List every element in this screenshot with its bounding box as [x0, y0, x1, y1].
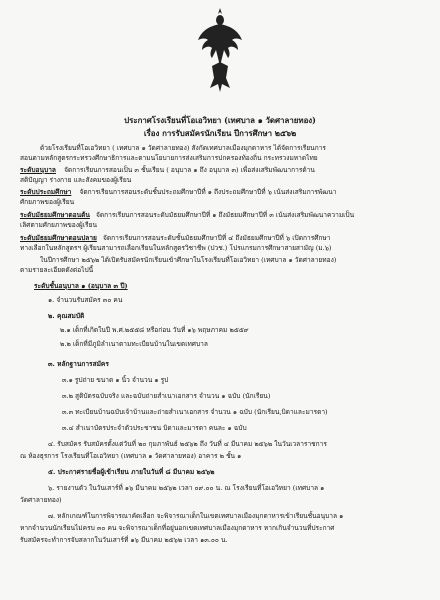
item-7-line-3: รับสมัครจะทำการจับสลากในวันเสาร์ที่ ๑๖ มีนาคม ๒๕๖๒ เวลา ๑๓.๐๐ น.: [20, 536, 228, 544]
item-3: ๓. หลักฐานการสมัคร: [48, 360, 109, 368]
kinder-text: จัดการเรียนการสอนเป็น ๓ ชั้นเรียน ( อนุบาล ๑ ถึง อนุบาล ๓) เพื่อส่งเสริมพัฒนาการด้าน: [64, 166, 315, 174]
announcement-subject: เรื่อง การรับสมัครนักเรียน ปีการศึกษา ๒๕๖๒: [143, 128, 297, 138]
item-2-1: ๒.๑ เด็กที่เกิดในปี พ.ศ.๒๕๕๘ หรือก่อน วันที่ ๑๖ พฤษภาคม ๒๕๕๙: [60, 326, 249, 334]
item-1: ๑. จำนวนรับสมัคร ๓๐ คน: [48, 296, 123, 304]
kinder-row: [20, 166, 315, 174]
kinder-text-2: สติปัญญา ร่างกาย และสังคมของผู้เรียน: [20, 176, 132, 184]
intro-line-1: ด้วยโรงเรียนที่โอเอวิทยา ( เทศบาล ๑ วัดศาลายทอง) สังกัดเทศบาลเมืองมุกดาหาร ได้จัดการเรียนการ: [40, 144, 326, 152]
section-heading: ระดับชั้นอนุบาล ๑ (อนุบาล ๓ ปี): [34, 282, 128, 290]
intro-line-2: สอนตามหลักสูตรกระทรวงศึกษาธิการและตามนโยบายการส่งเสริมการปกครองท้องถิ่น กระทรวงมหาดไทย: [20, 154, 318, 162]
upper-secondary-text: จัดการเรียนการสอนระดับชั้นมัธยมศึกษาปีที่ ๔ ถึงมัธยมศึกษาปีที่ ๖ เปิดการศึกษา: [103, 234, 331, 242]
item-3-4: ๓.๔ สำเนาบัตรประจำตัวประชาชน บิดาและมารดา คนละ ๑ ฉบับ: [62, 424, 247, 432]
announcement-title: ประกาศโรงเรียนที่โอเอวิทยา (เทศบาล ๑ วัดศาลายทอง): [124, 115, 316, 125]
lower-secondary-text: จัดการเรียนการสอนระดับมัธยมศึกษาปีที่ ๑ ถึงมัธยมศึกษาปีที่ ๓ เน้นส่งเสริมพัฒนาความเป็น: [96, 211, 355, 219]
closing-line-2: ตามรายละเอียดดังต่อไปนี้: [20, 266, 94, 274]
item-2: ๒. คุณสมบัติ: [48, 312, 85, 320]
primary-text: จัดการเรียนการสอนระดับชั้นประถมศึกษาปีที่ ๑ ถึงประถมศึกษาปีที่ ๖ เน้นส่งเสริมการพัฒนา: [79, 188, 337, 196]
item-7-line-1: ๗. หลักเกณฑ์ในการพิจารณาคัดเลือก จะพิจารณาเด็กในเขตเทศบาลเมืองมุกดาหารเข้าเรียนชั้นอนุบาล ๑: [48, 512, 344, 520]
item-2-2: ๒.๒ เด็กที่มีภูมิลำเนาตามทะเบียนบ้านในเขตเทศบาล: [60, 340, 208, 348]
kinder-label: ระดับอนุบาล: [20, 166, 56, 174]
item-3-2: ๓.๒ สูติบัตรฉบับจริง และฉบับถ่ายสำเนาเอกสาร จำนวน ๑ ฉบับ (นักเรียน): [62, 392, 271, 400]
lower-secondary-text-2: เลิศตามศักยภาพของผู้เรียน: [20, 221, 97, 229]
item-4-line-1: ๔. รับสมัคร รับสมัครตั้งแต่วันที่ ๒๐ กุมภาพันธ์ ๒๕๖๒ ถึง วันที่ ๔ มีนาคม ๒๕๖๒ ในวันเวลาราชการ: [48, 440, 327, 448]
garuda-emblem-icon: [196, 6, 244, 94]
primary-text-2: ศักยภาพของผู้เรียน: [20, 198, 75, 206]
primary-row: [20, 188, 336, 196]
closing-line-1: ในปีการศึกษา ๒๕๖๒ ได้เปิดรับสมัครนักเรียนเข้าศึกษาในโรงเรียนที่โอเอวิทยา (เทศบาล ๑ วัดศาลายทอง): [40, 256, 337, 264]
upper-secondary-label: ระดับมัธยมศึกษาตอนปลาย: [20, 234, 97, 242]
item-3-1: ๓.๑ รูปถ่าย ขนาด ๑ นิ้ว จำนวน ๑ รูป: [62, 376, 169, 384]
item-6-line-1: ๖. รายงานตัว ในวันเสาร์ที่ ๑๖ มีนาคม ๒๕๖๒ เวลา ๐๙.๐๐ น. ณ โรงเรียนที่โอเอวิทยา (เทศบาล ๑: [48, 484, 325, 492]
lower-secondary-label: ระดับมัธยมศึกษาตอนต้น: [20, 211, 90, 219]
primary-label: ระดับประถมศึกษา: [20, 188, 72, 196]
upper-secondary-text-2: ทางเลือกในหลักสูตรฯ ผู้เรียนสามารถเลือกเรียนในหลักสูตรวิชาชีพ (ปวช.) โปรแกรมการศึกษาสายสามัญ (ม.๖): [20, 244, 332, 252]
lower-secondary-row: [20, 211, 354, 219]
upper-secondary-row: [20, 234, 330, 242]
item-5: ๕. ประกาศรายชื่อผู้เข้าเรียน ภายในวันที่ ๘ มีนาคม ๒๕๖๒: [48, 468, 215, 476]
item-7-line-2: หากจำนวนนักเรียนไม่ครบ ๓๐ คน จะพิจารณาเด็กที่อยู่นอกเขตเทศบาลเมืองมุกดาหาร หากเกินจำนวนที่ประกาศ: [20, 524, 335, 532]
item-4-line-2: ณ ห้องธุรการ โรงเรียนที่โอเอวิทยา (เทศบาล ๑ วัดศาลายทอง) อาคาร ๒ ชั้น ๑: [20, 452, 242, 460]
item-6-line-2: วัดศาลายทอง): [20, 496, 62, 504]
item-3-3: ๓.๓ ทะเบียนบ้านฉบับเจ้าบ้านและถ่ายสำเนาเอกสาร จำนวน ๑ ฉบับ (นักเรียน,บิดาและมารดา): [62, 408, 328, 416]
